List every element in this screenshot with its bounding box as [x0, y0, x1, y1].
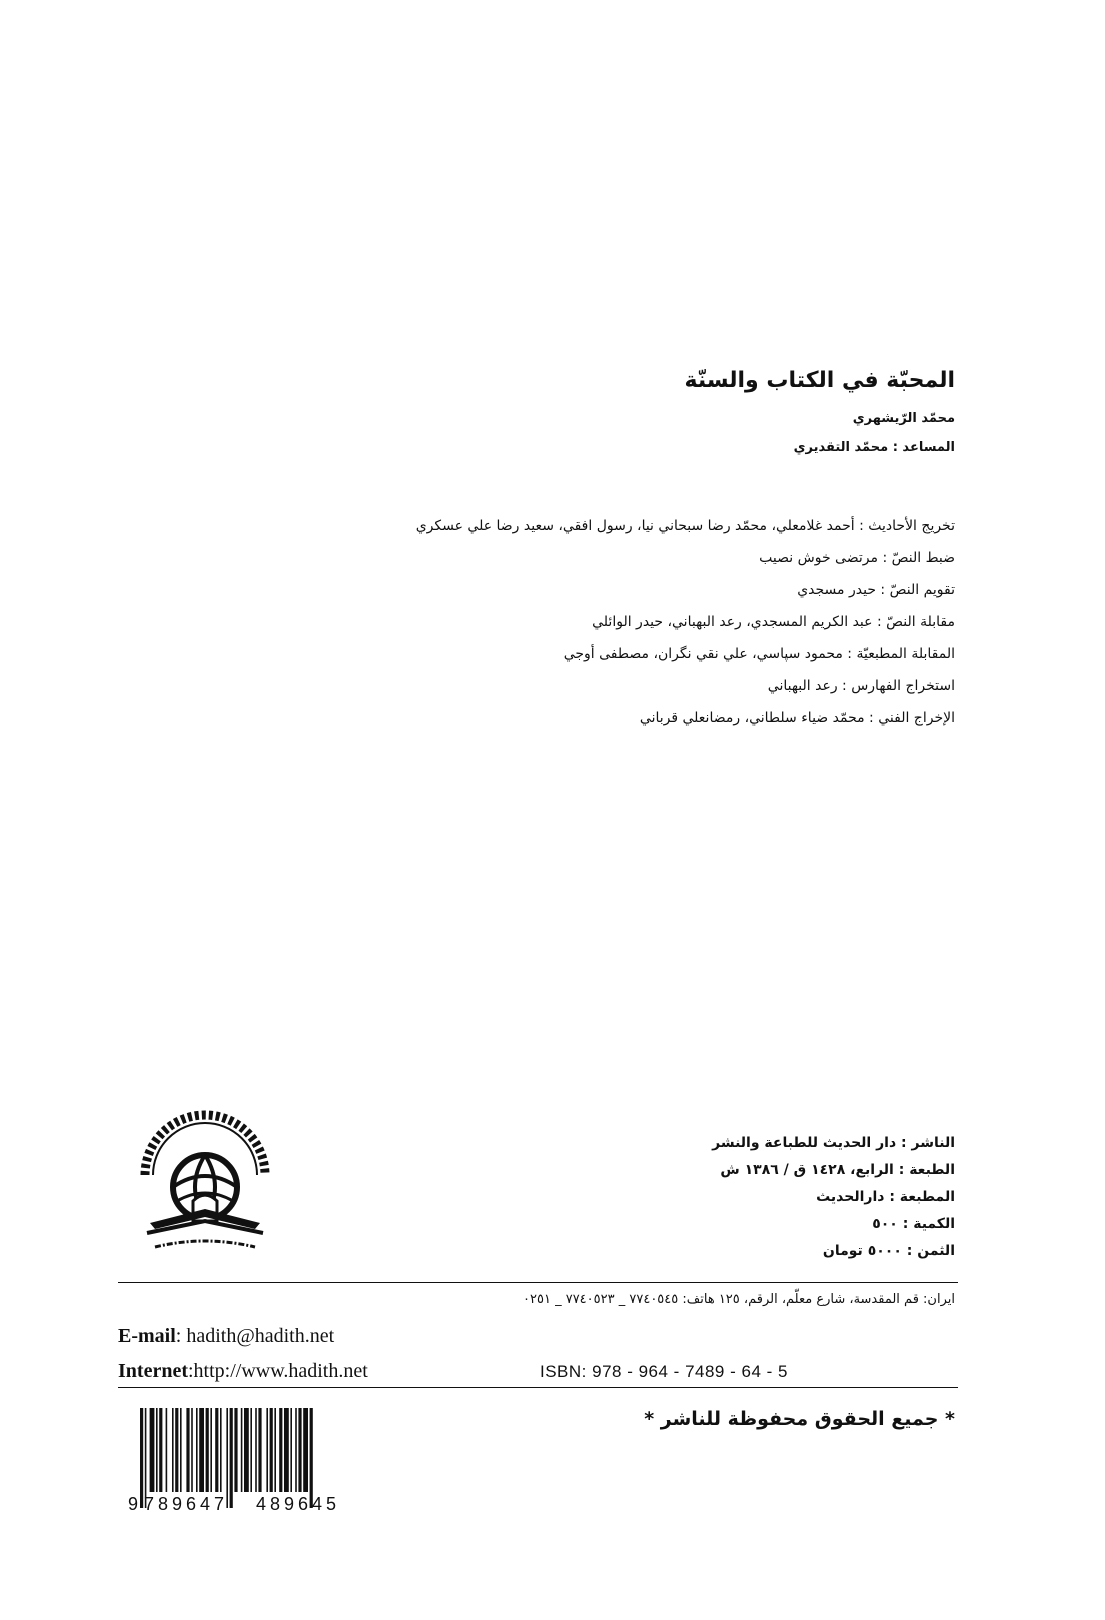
email-address: : hadith@hadith.net: [175, 1325, 335, 1347]
barcode-bar: [191, 1408, 193, 1492]
barcode-bar: [279, 1408, 282, 1492]
email-line: [118, 1325, 334, 1348]
address-line: ايران: قم المقدسة، شارع معلّم، الرقم، ١٢٥ هاتف: ٧٧٤٠٥٤٥ _ ٧٧٤٠٥٢٣ _ ٠٢٥١: [523, 1292, 955, 1307]
barcode-bar: [210, 1408, 212, 1492]
seal-emblem-icon: [125, 1105, 285, 1255]
barcode-bar: [166, 1408, 168, 1492]
barcode-bar: [270, 1408, 273, 1492]
publisher-line: الناشر : دار الحديث للطباعة والنشر: [712, 1135, 955, 1151]
barcode-bar: [255, 1408, 257, 1492]
barcode-bar: [226, 1408, 228, 1508]
barcode-bar: [156, 1408, 158, 1492]
barcode-digits-lead: 9: [128, 1494, 139, 1514]
barcode-bar: [290, 1408, 292, 1492]
barcode-bar: [196, 1408, 198, 1492]
barcode-bar: [215, 1408, 218, 1492]
copyright-notice: * جميع الحقوق محفوظة للناشر *: [644, 1408, 955, 1430]
barcode-bar: [206, 1408, 209, 1492]
barcode-bar: [150, 1408, 155, 1492]
author-name: محمّد الرّيشهري: [852, 411, 955, 426]
barcode-digits-right: 489645: [256, 1494, 341, 1514]
credit-line: مقابلة النصّ : عبد الكريم المسجدي، رعد البهباني، حيدر الوائلي: [592, 614, 955, 630]
barcode-bar: [298, 1408, 301, 1492]
divider-bottom: [118, 1387, 958, 1388]
barcode-bar: [274, 1408, 276, 1492]
barcode-bar: [199, 1408, 204, 1492]
barcode-bar: [172, 1408, 174, 1492]
credit-line: الإخراج الفني : محمّد ضياء سلطاني، رمضانعلي قرباني: [639, 710, 955, 726]
edition-line: الطبعة : الرابع، ١٤٢٨ ق / ١٣٨٦ ش: [720, 1162, 955, 1178]
barcode-bar: [241, 1408, 243, 1492]
website-url: :http://www.hadith.net: [187, 1360, 368, 1382]
barcode-bar: [175, 1408, 178, 1492]
title-block: [255, 368, 955, 469]
barcode-bar: [244, 1408, 249, 1492]
divider-top: [118, 1282, 958, 1283]
barcode-bar: [284, 1408, 289, 1492]
assistant-name: المساعد : محمّد التقديري: [793, 440, 955, 455]
barcode-bar: [250, 1408, 252, 1492]
credit-line: تخريج الأحاديث : أحمد غلامعلي، محمّد رضا سبحاني نيا، رسول افقي، سعيد رضا علي عسكري: [415, 518, 955, 534]
internet-label: Internet: [118, 1360, 188, 1382]
isbn-number: ISBN: 978 - 964 - 7489 - 64 - 5: [540, 1362, 788, 1381]
email-label: E-mail: [118, 1325, 176, 1347]
internet-line: [118, 1360, 368, 1383]
barcode-bar: [295, 1408, 297, 1492]
book-title: المحبّة في الكتاب والسنّة: [684, 368, 955, 393]
press-line: المطبعة : دارالحديث: [816, 1189, 955, 1205]
barcode-bar: [266, 1408, 268, 1492]
publication-info: [595, 1130, 955, 1265]
credit-line: ضبط النصّ : مرتضى خوش نصيب: [759, 550, 955, 566]
barcode-bar: [258, 1408, 261, 1492]
credits-list: [335, 510, 955, 734]
credit-line: استخراج الفهارس : رعد البهباني: [767, 678, 955, 694]
barcode-bar: [220, 1408, 222, 1492]
price-line: الثمن : ٥٠٠٠ تومان: [822, 1243, 955, 1259]
barcode-bar: [145, 1408, 147, 1508]
barcode-bar: [303, 1408, 308, 1492]
credit-line: المقابلة المطبعيّة : محمود سپاسي، علي نقي نگران، مصطفى أوجي: [563, 646, 955, 662]
barcode-bar: [230, 1408, 233, 1508]
barcode-bar: [140, 1408, 143, 1508]
barcode-bar: [180, 1408, 182, 1492]
barcode-bar: [234, 1408, 237, 1492]
credit-line: تقويم النصّ : حيدر مسجدي: [797, 582, 955, 598]
barcode-bar: [159, 1408, 162, 1492]
barcode-digits-left: 789647: [144, 1494, 229, 1514]
barcode-bar: [186, 1408, 189, 1492]
barcode-icon: [124, 1404, 374, 1514]
quantity-line: الكمية : ٥٠٠: [872, 1216, 955, 1232]
barcode-bar: [310, 1408, 313, 1508]
